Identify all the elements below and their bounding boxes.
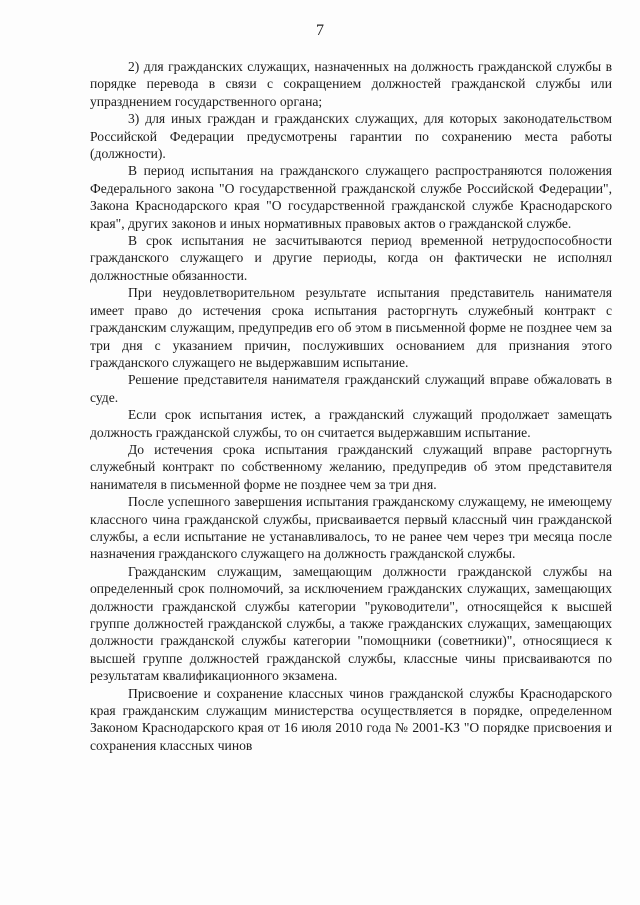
paragraph-rank-assignment-law: Присвоение и сохранение классных чинов гражданской службы Краснодарского края гражданским служащим министерства осуществляется в порядке, определенном Законом Краснодарского края от 16 июля 2010 года № 2001-КЗ "О порядке присвоения и сохранения классных чинов bbox=[90, 685, 612, 753]
document-body bbox=[90, 58, 612, 754]
paragraph-civil-servants-transfer: 2) для гражданских служащих, назначенных на должность гражданской службы в порядке перевода в связи с сокращением должностей гражданской службы или упразднением государственного органа; bbox=[90, 59, 612, 109]
paragraph-first-class-rank: После успешного завершения испытания гражданскому служащему, не имеющему классного чина гражданской службы, присваивается первый классный чин гражданской службы, а если испытание не устанавливалось, то не ранее чем через три месяца после назначения гражданского служащего на должность гражданской службы. bbox=[90, 494, 612, 562]
paragraph-probation-exclusions: В срок испытания не засчитываются период временной нетрудоспособности гражданского служащего и другие периоды, когда он фактически не исполнял должностные обязанности. bbox=[90, 233, 612, 283]
paragraph-voluntary-termination: До истечения срока испытания гражданский служащий вправе расторгнуть служебный контракт по собственному желанию, предупредив об этом представителя нанимателя в письменной форме не позднее чем за три дня. bbox=[90, 441, 612, 492]
paragraph-unsatisfactory-result: При неудовлетворительном результате испытания представитель нанимателя имеет право до истечения срока испытания расторгнуть служебный контракт с гражданским служащим, предупредив его об этом в письменной форме не позднее чем за три дня с указанием причин, послуживших основанием для признания этого гражданского служащего не выдержавшим испытание. bbox=[90, 285, 612, 370]
paragraph-fixed-term-ranks: Гражданским служащим, замещающим должности гражданской службы на определенный срок полномочий, за исключением гражданских служащих, замещающих должности гражданской службы категории "руководители", относящейся к высшей группе должностей гражданской службы, а также гражданских служащих, замещающих должности гражданской службы категории "помощники (советники)", относящиеся к высшей группе должностей гражданской службы, классные чины присваиваются по результатам квалификационного экзамена. bbox=[90, 563, 612, 684]
paragraph-probation-provisions: В период испытания на гражданского служащего распространяются положения Федерального закона "О государственной гражданской службе Российской Федерации", Закона Краснодарского края "О государственной гражданской службе Краснодарского края", других законов и иных нормативных правовых актов о гражданской службе. bbox=[90, 163, 612, 231]
paragraph-probation-expired: Если срок испытания истек, а гражданский служащий продолжает замещать должность гражданской службы, то он считается выдержавшим испытание. bbox=[90, 407, 612, 440]
page-number: 7 bbox=[316, 22, 324, 39]
paragraph-appeal: Решение представителя нанимателя гражданский служащий вправе обжаловать в суде. bbox=[90, 372, 612, 405]
paragraph-other-citizens: 3) для иных граждан и гражданских служащих, для которых законодательством Российской Федерации предусмотрены гарантии по сохранению места работы (должности). bbox=[90, 111, 612, 162]
